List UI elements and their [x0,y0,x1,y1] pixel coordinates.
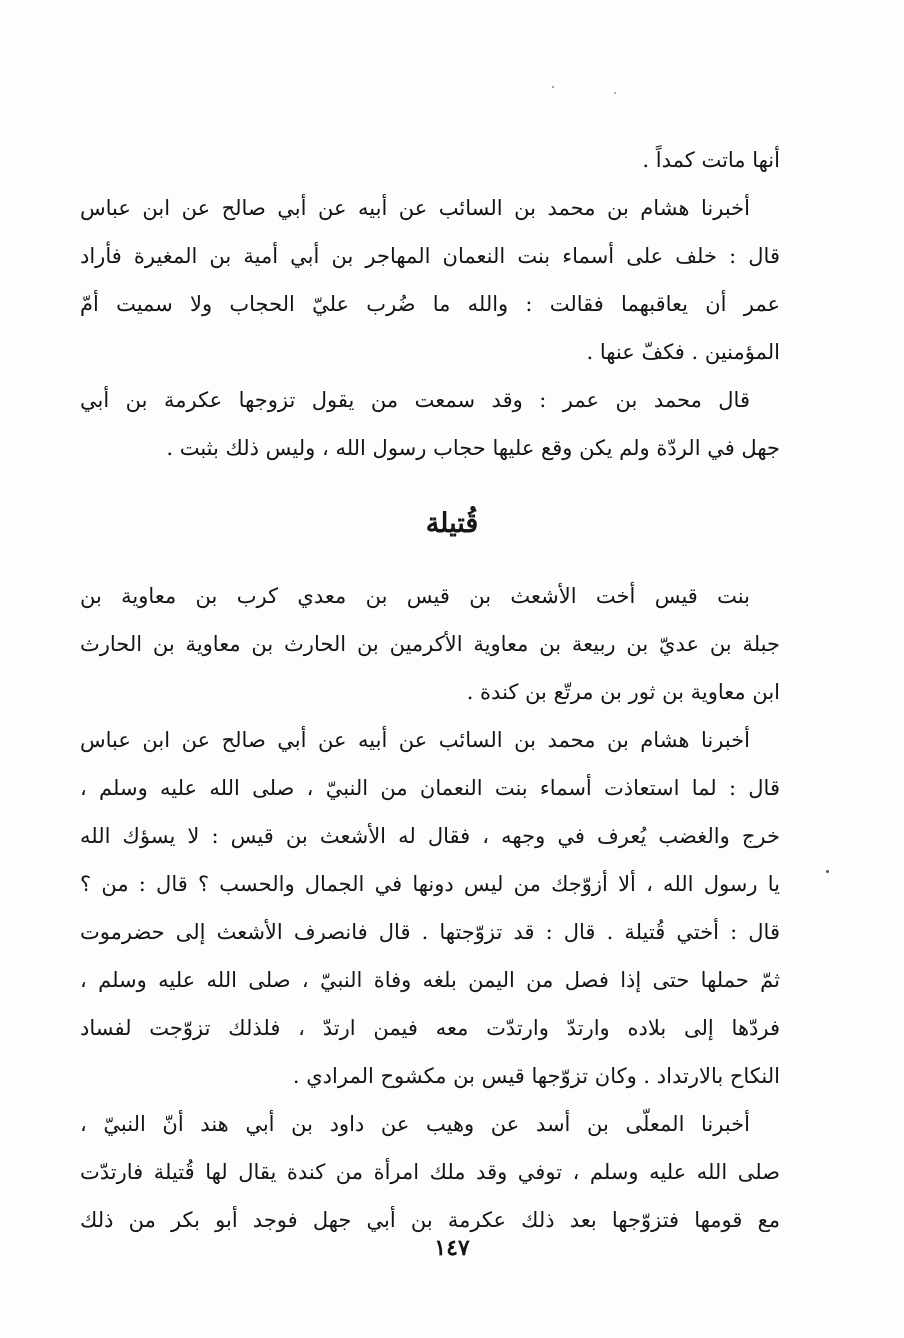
text-line: ابن معاوية بن ثور بن مرتّع بن كندة . [466,680,780,704]
text-line: جبلة بن عديّ بن ربيعة بن معاوية الأكرمين بن الحارث بن معاوية بن الحارث [80,632,780,656]
section-heading: قُتيلة [425,508,479,539]
text-line: قال محمد بن عمر : وقد سمعت من يقول تزوجها عكرمة بن أبي [80,388,750,412]
text-line: أنها ماتت كمداً . [642,148,780,172]
paper-speck [826,870,829,873]
text-line: عمر أن يعاقبهما فقالت : والله ما ضُرب عليّ الحجاب ولا سميت أمّ [80,292,780,316]
text-line: صلى الله عليه وسلم ، توفي وقد ملك امرأة من كندة يقال لها قُتيلة فارتدّت [80,1160,780,1184]
text-line: بنت قيس أخت الأشعث بن قيس بن معدي كرب بن معاوية بن [80,584,750,608]
text-line: فردّها إلى بلاده وارتدّ وارتدّت معه فيمن ارتدّ ، فلذلك تزوّجت لفساد [80,1016,780,1040]
paper-speck [552,86,554,88]
page-number: ١٤٧ [434,1235,470,1261]
paragraph-block-top [80,136,780,472]
text-line: المؤمنين . فكفّ عنها . [586,340,780,364]
text-line: قال : خلف على أسماء بنت النعمان المهاجر بن أبي أمية بن المغيرة فأراد [80,244,780,268]
paragraph-block-bottom [80,572,780,1244]
text-line: قال : لما استعاذت أسماء بنت النعمان من النبيّ ، صلى الله عليه وسلم ، [80,776,780,800]
text-line: أخبرنا المعلّى بن أسد عن وهيب عن داود بن أبي هند أنّ النبيّ ، [80,1112,750,1136]
text-line: مع قومها فتزوّجها بعد ذلك عكرمة بن أبي جهل فوجد أبو بكر من ذلك [80,1208,780,1232]
text-line: النكاح بالارتداد . وكان تزوّجها قيس بن مكشوح المرادي . [292,1064,780,1088]
text-line: خرج والغضب يُعرف في وجهه ، فقال له الأشعث بن قيس : لا يسؤك الله [80,824,780,848]
text-line: ثمّ حملها حتى إذا فصل من اليمن بلغه وفاة النبيّ ، صلى الله عليه وسلم ، [80,968,780,992]
text-line: أخبرنا هشام بن محمد بن السائب عن أبيه عن أبي صالح عن ابن عباس [80,728,750,752]
text-line: جهل في الردّة ولم يكن وقع عليها حجاب رسول الله ، وليس ذلك بثبت . [166,436,780,460]
text-line: أخبرنا هشام بن محمد بن السائب عن أبيه عن أبي صالح عن ابن عباس [80,196,750,220]
text-line: قال : أختي قُتيلة . قال : قد تزوّجتها . قال فانصرف الأشعث إلى حضرموت [80,920,780,944]
paper-speck [614,92,616,94]
text-line: يا رسول الله ، ألا أزوّجك من ليس دونها في الجمال والحسب ؟ قال : من ؟ [80,872,780,896]
